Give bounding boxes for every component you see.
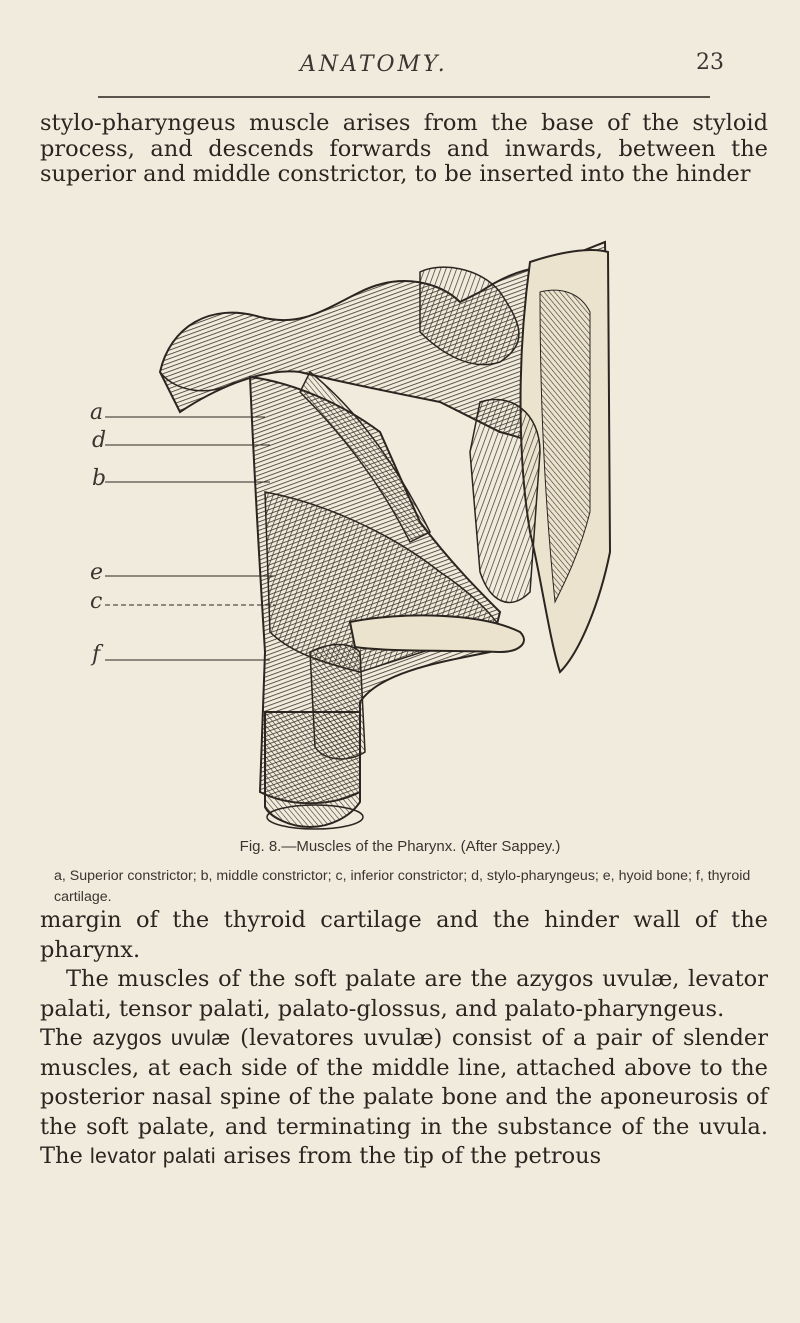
paragraph-text: stylo-pharyngeus muscle arises from the base of the styloid process, and descends forwards and inwards, between the superior and middle constrictor, to be inserted into the hinder xyxy=(40,110,768,187)
paragraph-azygos xyxy=(40,1024,768,1172)
text-fragment: The xyxy=(40,1025,83,1051)
pharynx-figure xyxy=(60,232,700,832)
figure-caption-legend: a, Superior constrictor; b, middle constrictor; c, inferior constrictor; d, stylo-pharyngeus; e, hyoid bone; f, thyroid cartilage. xyxy=(54,868,751,905)
text-fragment: The xyxy=(40,1143,83,1169)
header-rule xyxy=(98,96,710,98)
term-levator-palati: levator palati xyxy=(89,1145,217,1168)
paragraph-soft-palate: The muscles of the soft palate are the azygos uvulæ, levator palati, tensor palati, palato-glossus, and palato-pharyngeus. xyxy=(40,966,768,1022)
top-paragraph xyxy=(40,111,768,188)
figure-label-f: f xyxy=(92,642,101,667)
figure-label-d: d xyxy=(92,428,107,453)
figure-caption-title: Fig. 8.—Muscles of the Pharynx. (After Sappey.) xyxy=(239,838,561,855)
running-title: ANATOMY. xyxy=(300,52,448,77)
figure-label-e: e xyxy=(90,560,104,585)
figure-label-a: a xyxy=(90,400,104,425)
figure-label-b: b xyxy=(92,466,107,491)
paragraph-continuation: margin of the thyroid cartilage and the hinder wall of the pharynx. xyxy=(40,907,768,963)
text-fragment: arises from the tip of the petrous xyxy=(223,1143,602,1169)
text-fragment: (levatores uvulæ) consist of a pair of slender muscles, at each side of the middle line, attached above to the posterior nasal spine of the palate bone and the aponeurosis of the soft palate, and terminating in the substance of the uvula. xyxy=(40,1025,768,1140)
bottom-paragraphs xyxy=(40,906,768,1172)
running-head xyxy=(0,48,800,88)
figure-label-c: c xyxy=(90,589,103,614)
term-azygos-uvulae: azygos uvulæ xyxy=(92,1027,231,1050)
page-number: 23 xyxy=(696,50,724,75)
pharynx-engraving xyxy=(60,232,700,832)
